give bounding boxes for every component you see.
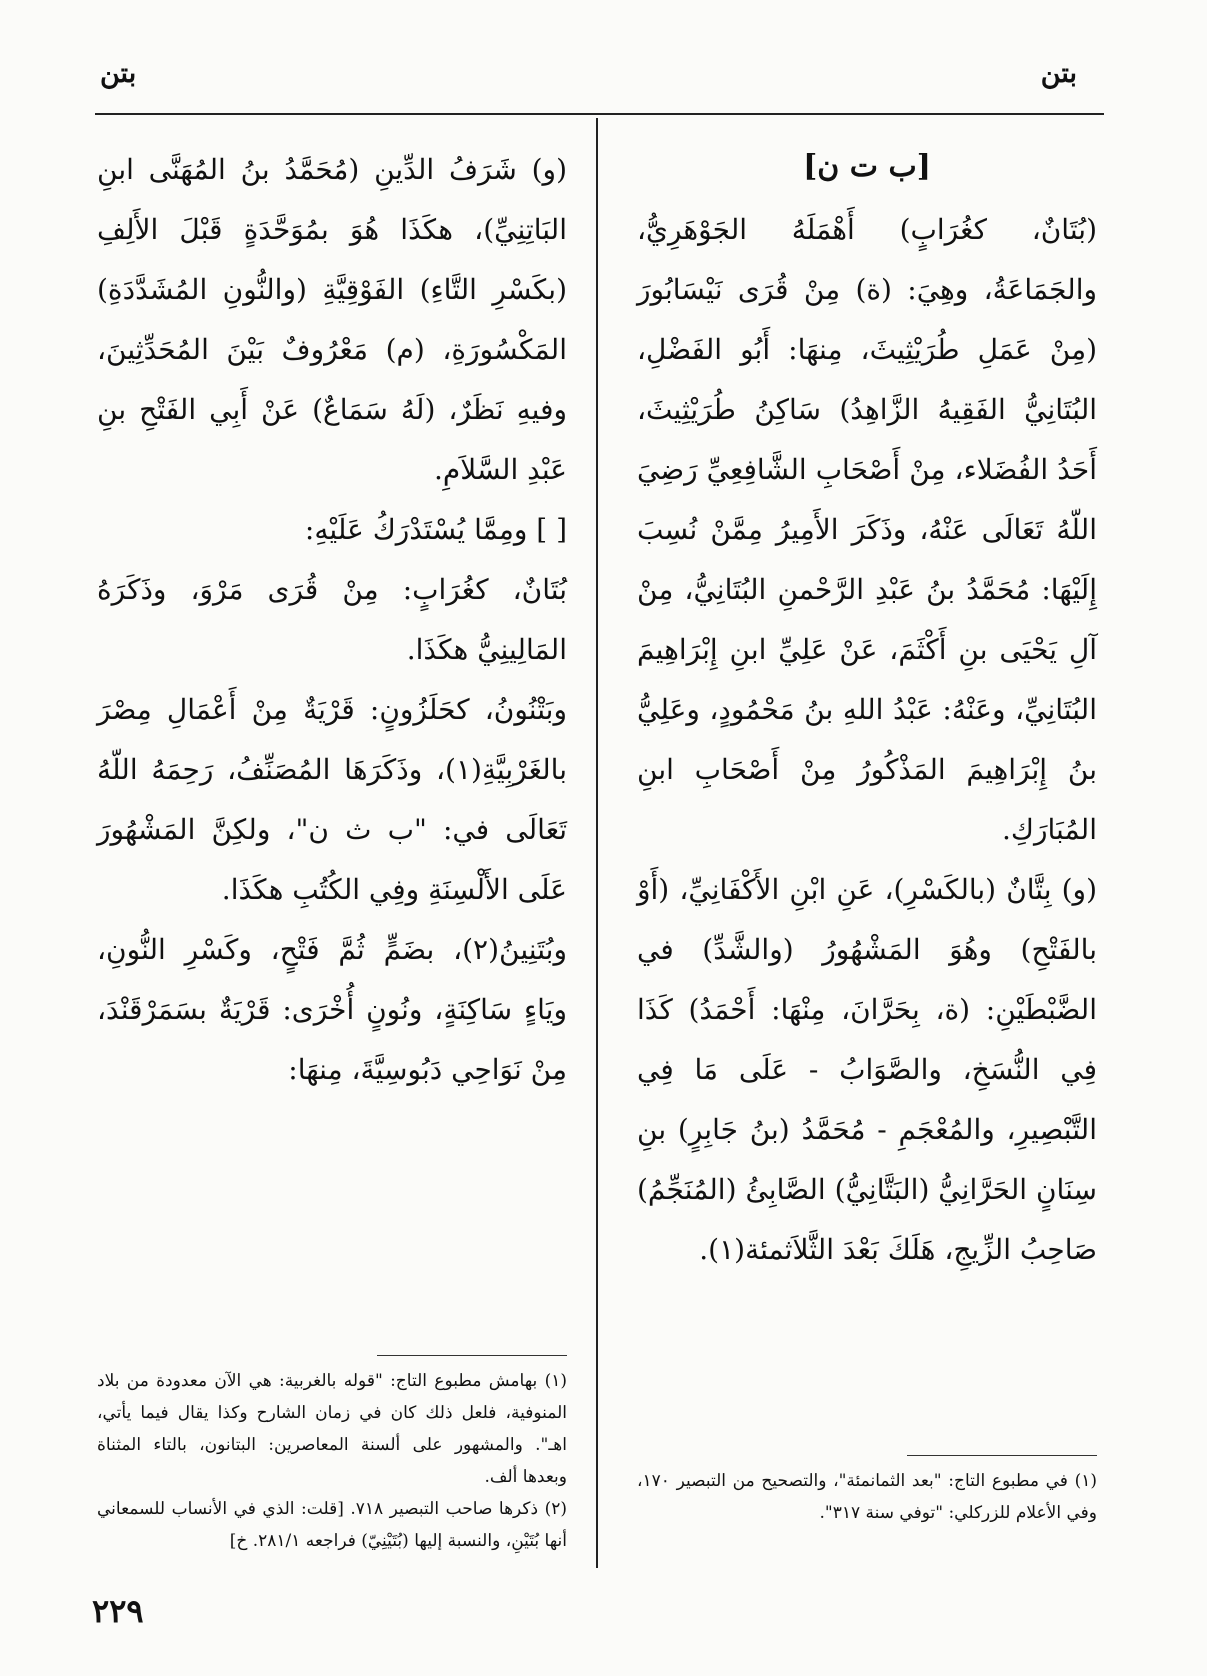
left-footnote-2: (٢) ذكرها صاحب التبصير ٧١٨. [قلت: الذي في الأنساب للسمعاني أنها بُتَيْنِ، والنسبة إليها (بُتَيْنِيّ) فراجعه ٢٨١/١. خ] bbox=[97, 1499, 567, 1551]
left-paragraph-4: وبَتْنُونُ، كحَلَزُونٍ: قَرْيَةٌ مِنْ أَعْمَالِ مِصْرَ بالغَرْبِيَّةِ(١)، وذَكَرَهَا المُصَنِّفُ، رَحِمَهُ اللّهُ تَعَالَى في: "ب ث ن"، ولكِنَّ المَشْهُورَ عَلَى الأَلْسِنَةِ وفِي الكُتُبِ هكَذَا. bbox=[97, 693, 567, 906]
page-number: ٢٢٩ bbox=[92, 1592, 144, 1630]
entry-title: [ب ت ن] bbox=[803, 149, 931, 184]
right-paragraph-1: (بُتَانٌ، كغُرَابٍ) أَهْمَلَهُ الجَوْهَرِيُّ، والجَمَاعَةُ، وهِيَ: (ة) مِنْ قُرَى نَيْسَابُورَ (مِنْ عَمَلِ طُرَيْثِيثَ، مِنهَا: أَبُو الفَضْلِ، البُتَانِيُّ الفَقِيهُ الزَّاهِدُ) سَاكِنُ طُرَيْثِيثَ، أَحَدُ الفُضَلاء، مِنْ أَصْحَابِ الشَّافِعِيِّ رَضِيَ اللّهُ تَعَالَى عَنْهُ، وذَكَرَ الأَمِيرُ مِمَّنْ نُسِبَ إِلَيْهَا: مُحَمَّدُ بنُ عَبْدِ الرَّحْمنِ البُتَانِيُّ، مِنْ آلِ يَحْيَى بنِ أَكْثَمَ، عَنْ عَلِيِّ ابنِ إِبْرَاهِيمَ البُتَانِيِّ، وعَنْهُ: عَبْدُ اللهِ بنُ مَحْمُودٍ، وعَلِيُّ بنُ إِبْرَاهِيمَ المَذْكُورُ مِنْ أَصْحَابِ ابنِ المُبَارَكِ. bbox=[637, 213, 1097, 846]
right-paragraph-2: (و) بِتَّانٌ (بالكَسْرِ)، عَنِ ابْنِ الأَكْفَانِيِّ، (أَوْ بالفَتْحِ) وهُوَ المَشْهُورُ (والشَّدِّ) في الضَّبْطَيْنِ: (ة، بِحَرَّانَ، مِنْهَا: أَحْمَدُ) كَذَا فِي النُّسَخِ، والصَّوَابُ - عَلَى مَا فِي التَّبْصِيرِ، والمُعْجَمِ - مُحَمَّدُ (بنُ جَابِرٍ) بنِ سِنَانٍ الحَرَّانِيُّ (البَتَّانِيُّ) الصَّابِئُ (المُنَجِّمُ) صَاحِبُ الزِّيجِ، هَلَكَ بَعْدَ الثَّلاَثمئة(١). bbox=[637, 873, 1097, 1266]
right-footnote-1: (١) في مطبوع التاج: "بعد الثمانمئة"، والتصحيح من التبصير ١٧٠، وفي الأعلام للزركلي: "توفي سنة ٣١٧". bbox=[637, 1471, 1097, 1523]
running-head-right: بتن bbox=[1040, 58, 1077, 89]
left-paragraph-2: [ ] ومِمَّا يُسْتَدْرَكُ عَلَيْهِ: bbox=[304, 513, 567, 546]
left-paragraph-3: بُتَانٌ، كغُرَابٍ: مِنْ قُرَى مَرْوَ، وذَكَرَهُ المَالِينِيُّ هكَذَا. bbox=[97, 573, 567, 666]
right-footnotes bbox=[637, 1465, 1097, 1529]
running-head-left: بتن bbox=[100, 58, 137, 89]
left-paragraph-5: وبُتَنِينُ(٢)، بضَمٍّ ثُمَّ فَتْحٍ، وكَسْرِ النُّونِ، ويَاءٍ سَاكِنَةٍ، ونُونٍ أُخْرَى: قَرْيَةٌ بسَمَرْقَنْدَ، مِنْ نَوَاحِي دَبُوسِيَّةَ، مِنهَا: bbox=[97, 933, 567, 1086]
right-footnote-rule bbox=[907, 1455, 1097, 1456]
column-divider bbox=[596, 118, 598, 1568]
left-footnote-rule bbox=[377, 1355, 567, 1356]
left-paragraph-1: (و) شَرَفُ الدِّينِ (مُحَمَّدُ بنُ المُهَنَّى ابنِ البَاتِنِيِّ)، هكَذَا هُوَ بمُوَحَّدَةٍ قَبْلَ الأَلِفِ (بكَسْرِ التَّاءِ) الفَوْقِيَّةِ (والنُّونِ المُشَدَّدَةِ) المَكْسُورَةِ، (م) مَعْرُوفٌ بَيْنَ المُحَدِّثِينَ، وفيهِ نَظَرٌ، (لَهُ سَمَاعٌ) عَنْ أَبِي الفَتْحِ بنِ عَبْدِ السَّلاَمِ. bbox=[97, 153, 567, 486]
left-footnote-1: (١) بهامش مطبوع التاج: "قوله بالغربية: هي الآن معدودة من بلاد المنوفية، فلعل ذلك كان في زمان الشارح وكذا يقال فيما يأتي، اهـ". والمشهور على ألسنة المعاصرين: البتانون، بالتاء المثناة وبعدها ألف. bbox=[97, 1371, 567, 1487]
header-rule bbox=[95, 113, 1104, 115]
left-footnotes bbox=[97, 1365, 567, 1557]
left-column bbox=[97, 140, 567, 1100]
right-column bbox=[637, 140, 1097, 1280]
